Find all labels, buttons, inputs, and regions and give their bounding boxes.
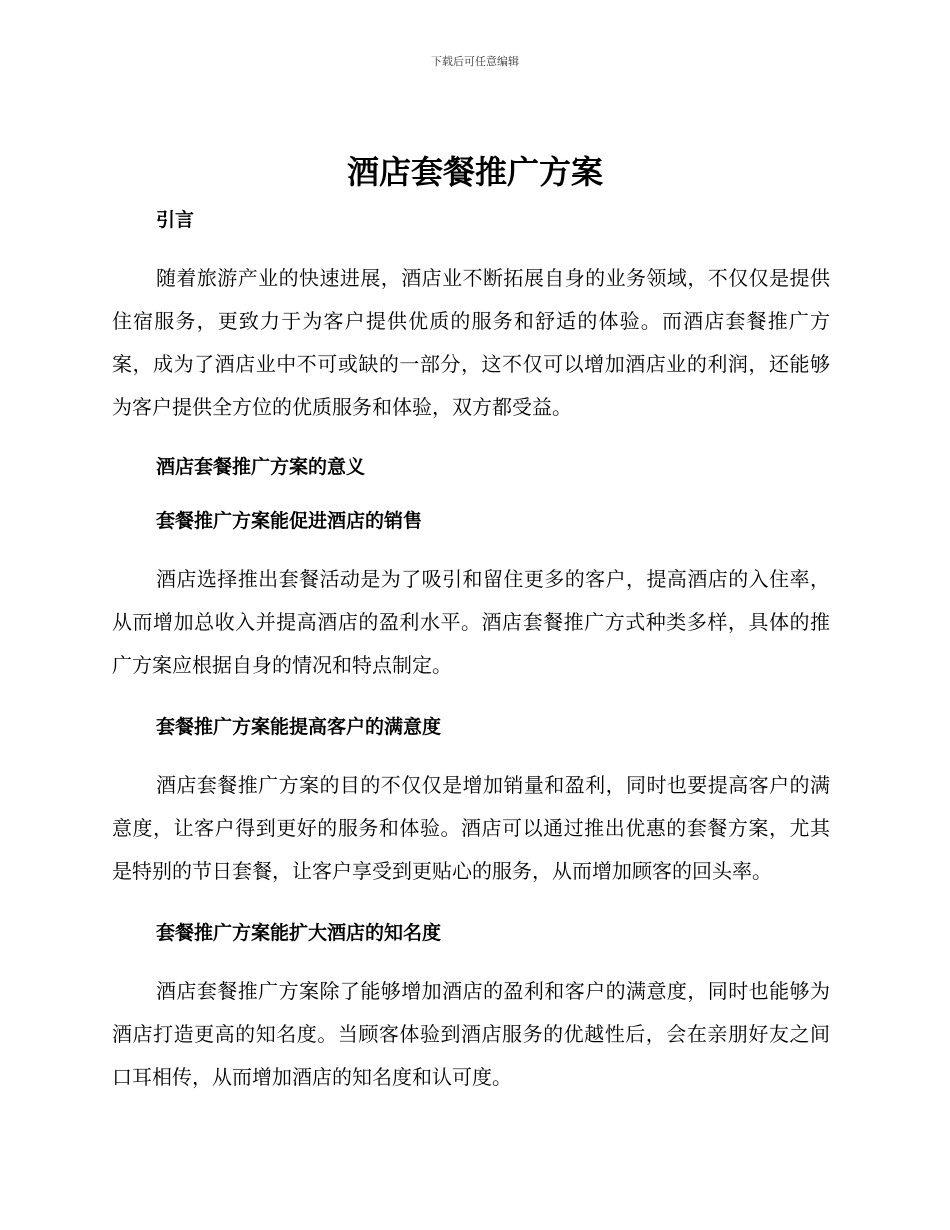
sales-paragraph: 酒店选择推出套餐活动是为了吸引和留住更多的客户，提高酒店的入住率，从而增加总收入并提高酒店的盈利水平。酒店套餐推广方式种类多样，具体的推广方案应根据自身的情况和特点制定。 (112, 567, 830, 677)
document-title: 酒店套餐推广方案 (346, 153, 603, 191)
intro-paragraph: 随着旅游产业的快速进展，酒店业不断拓展自身的业务领域，不仅仅是提供住宿服务，更致力于为客户提供优质的服务和舒适的体验。而酒店套餐推广方案，成为了酒店业中不可或缺的一部分，这不仅可以增加酒店业的利润，还能够为客户提供全方位的优质服务和体验，双方都受益。 (112, 266, 830, 419)
reputation-paragraph: 酒店套餐推广方案除了能够增加酒店的盈利和客户的满意度，同时也能够为酒店打造更高的知名度。当顾客体验到酒店服务的优越性后，会在亲朋好友之间口耳相传，从而增加酒店的知名度和认可度。 (112, 979, 830, 1089)
satisfaction-paragraph: 酒店套餐推广方案的目的不仅仅是增加销量和盈利，同时也要提高客户的满意度，让客户得到更好的服务和体验。酒店可以通过推出优惠的套餐方案，尤其是特别的节日套餐，让客户享受到更贴心的服务，从而增加顾客的回头率。 (112, 773, 830, 883)
intro-heading: 引言 (156, 209, 195, 231)
reputation-heading: 套餐推广方案能扩大酒店的知名度 (156, 922, 442, 944)
significance-heading: 酒店套餐推广方案的意义 (156, 456, 366, 478)
header-note: 下载后可任意编辑 (431, 55, 519, 68)
satisfaction-heading: 套餐推广方案能提高客户的满意度 (156, 716, 442, 738)
document-body (112, 198, 830, 1099)
sales-heading: 套餐推广方案能促进酒店的销售 (156, 510, 423, 532)
